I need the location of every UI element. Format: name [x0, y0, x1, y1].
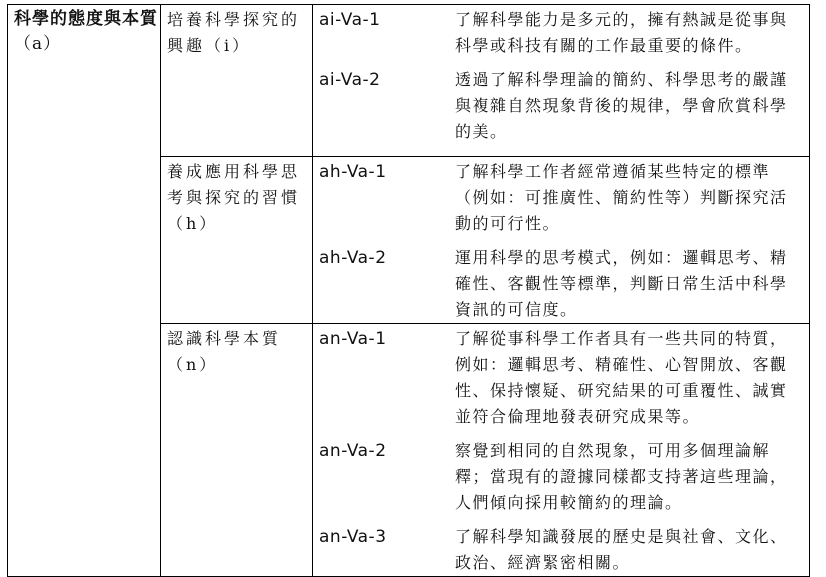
category-title: 科學的態度與本質 — [14, 9, 158, 29]
group-label: 養成應用科學思考與探究的習慣（h） — [161, 157, 313, 324]
item-text: 了解從事科學工作者具有一些共同的特質，例如：邏輯思考、精確性、心智開放、客觀性、保持懷疑、研究結果的可重覆性、誠實並符合倫理地發表研究成果等。 — [455, 329, 788, 426]
list-item — [319, 245, 805, 323]
item-code: ai-Va-2 — [319, 70, 381, 90]
group-label: 認識科學本質（n） — [161, 324, 313, 577]
list-item — [319, 438, 805, 516]
item-text: 了解科學工作者經常遵循某些特定的標準（例如：可推廣性、簡約性等）判斷探究活動的可行性。 — [455, 162, 788, 233]
item-text: 察覺到相同的自然現象，可用多個理論解釋；當現有的證據同樣都支持著這些理論，人們傾向採用較簡約的理論。 — [455, 441, 788, 512]
item-text: 了解科學知識發展的歷史是與社會、文化、政治、經濟緊密相關。 — [455, 527, 788, 572]
item-code: an-Va-3 — [319, 527, 387, 547]
item-text: 了解科學能力是多元的，擁有熱誠是從事與科學或科技有關的工作最重要的條件。 — [455, 10, 788, 55]
curriculum-page — [7, 4, 810, 577]
table-row — [8, 5, 810, 157]
group-items — [313, 5, 810, 157]
category-cell — [8, 5, 161, 577]
group-items — [313, 157, 810, 324]
list-item — [319, 524, 805, 576]
group-items — [313, 324, 810, 577]
list-item — [319, 67, 805, 145]
list-item — [319, 7, 805, 59]
item-code: an-Va-2 — [319, 441, 387, 461]
curriculum-table — [7, 4, 810, 577]
item-code: an-Va-1 — [319, 329, 387, 349]
list-item — [319, 326, 805, 430]
group-label: 培養科學探究的興趣（i） — [161, 5, 313, 157]
item-code: ai-Va-1 — [319, 10, 381, 30]
list-item — [319, 159, 805, 237]
item-text: 透過了解科學理論的簡約、科學思考的嚴謹與複雜自然現象背後的規律，學會欣賞科學的美。 — [455, 70, 788, 141]
item-code: ah-Va-1 — [319, 162, 387, 182]
item-text: 運用科學的思考模式，例如：邏輯思考、精確性、客觀性等標準，判斷日常生活中科學資訊的可信度。 — [455, 248, 788, 319]
category-code: （a） — [14, 34, 62, 54]
item-code: ah-Va-2 — [319, 248, 387, 268]
